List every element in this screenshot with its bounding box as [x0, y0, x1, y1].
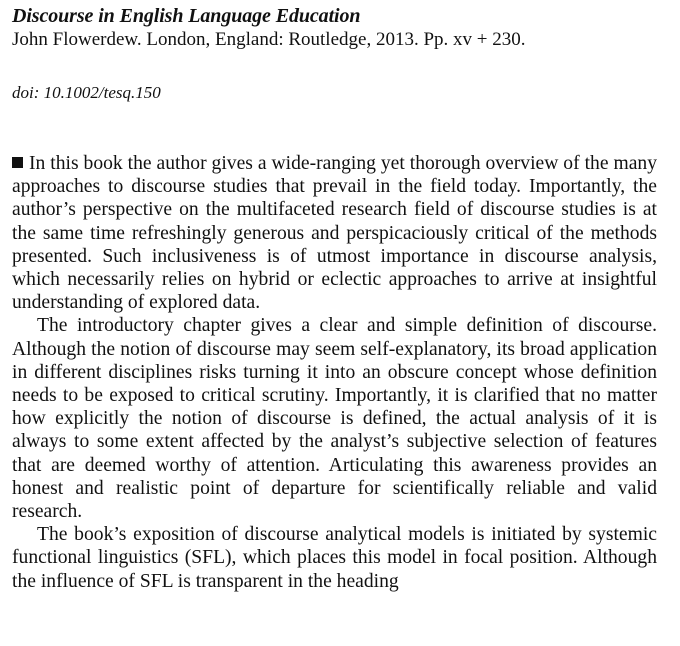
review-page [12, 4, 660, 592]
doi-link[interactable]: doi: 10.1002/tesq.150 [12, 83, 161, 102]
square-bullet-icon [12, 157, 23, 168]
review-body [12, 152, 657, 593]
book-info: John Flowerdew. London, England: Routledge, 2013. Pp. xv + 230. [12, 29, 526, 50]
paragraph-1-text: In this book the author gives a wide-ranging yet thorough overview of the many approaches to discourse studies that prevail in the field today. Importantly, the author’s perspective on the multifaceted research field of discourse studies is at the same time refreshingly generous and perspicaciously critical of the methods presented. Such inclusiveness is of utmost importance in discourse analysis, which necessarily relies on hybrid or eclectic approaches to arrive at insightful understanding of explored data. [12, 153, 657, 314]
paragraph-1 [12, 152, 657, 314]
paragraph-3: The book’s exposition of discourse analytical models is initiated by systemic functional linguistics (SFL), which places this model in focal position. Although the influence of SFL is transparent in the heading [12, 524, 657, 592]
book-title: Discourse in English Language Education [12, 5, 361, 27]
paragraph-2: The introductory chapter gives a clear and simple definition of discourse. Although the notion of discourse may seem self-explanatory, its broad application in different disciplines risks turning it into an obscure concept whose definition needs to be exposed to critical scrutiny. Importantly, it is clarified that no matter how explicitly the notion of discourse is defined, the actual analysis of it is always to some extent affected by the analyst’s subjective selection of features that are deemed worthy of attention. Articulating this awareness provides an honest and realistic point of departure for scientifically reliable and valid research. [12, 315, 657, 523]
